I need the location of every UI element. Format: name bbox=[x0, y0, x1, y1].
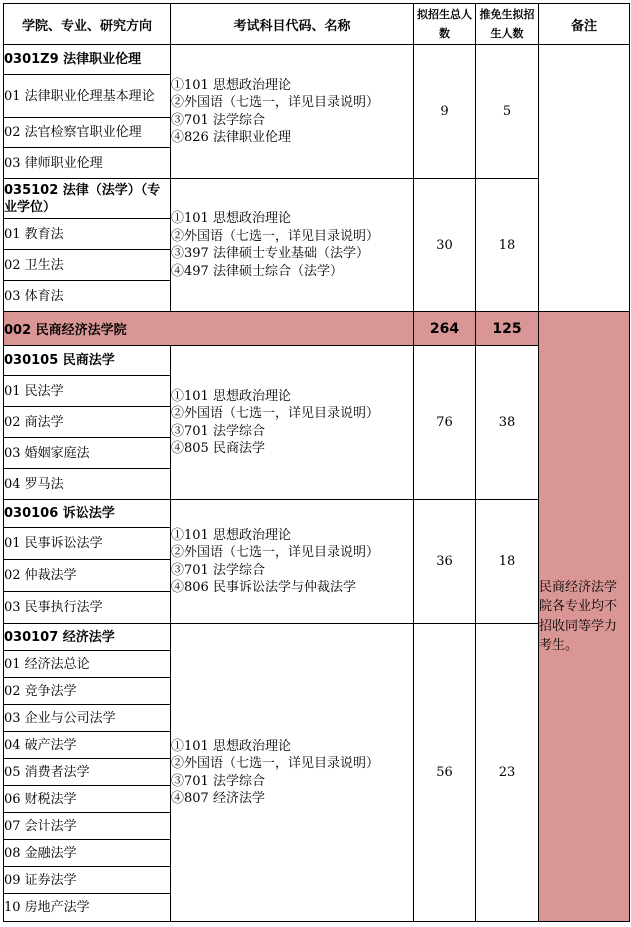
major-title: 035102 法律（法学）（专业学位） bbox=[4, 179, 171, 219]
major-row bbox=[4, 179, 630, 219]
major-row bbox=[4, 45, 630, 75]
quota-cell: 56 bbox=[414, 624, 476, 922]
header-note: 备注 bbox=[539, 4, 630, 45]
direction-cell: 02 仲裁法学 bbox=[4, 560, 171, 592]
direction-cell: 06 财税法学 bbox=[4, 786, 171, 813]
header-quota: 拟招生总人数 bbox=[414, 4, 476, 45]
college-exempt: 125 bbox=[476, 312, 539, 346]
direction-cell: 01 教育法 bbox=[4, 219, 171, 250]
subjects-cell bbox=[171, 346, 414, 500]
direction-cell: 03 体育法 bbox=[4, 281, 171, 312]
direction-cell: 03 婚姻家庭法 bbox=[4, 438, 171, 469]
subject-line: ③701 法学综合 bbox=[171, 112, 265, 128]
direction-cell: 01 法律职业伦理基本理论 bbox=[4, 75, 171, 118]
direction-cell: 05 消费者法学 bbox=[4, 759, 171, 786]
direction-cell: 03 企业与公司法学 bbox=[4, 705, 171, 732]
subjects-cell bbox=[171, 45, 414, 179]
subject-line: ②外国语（七选一，详见目录说明） bbox=[171, 756, 380, 771]
direction-cell: 01 经济法总论 bbox=[4, 651, 171, 678]
subject-line: ④807 经济法学 bbox=[171, 791, 265, 806]
direction-cell: 03 民事执行法学 bbox=[4, 592, 171, 624]
subject-line: ④806 民事诉讼法学与仲裁法学 bbox=[171, 580, 356, 595]
direction-cell: 02 卫生法 bbox=[4, 250, 171, 281]
note-cell-empty bbox=[539, 45, 630, 312]
subjects-cell bbox=[171, 500, 414, 624]
major-title: 030106 诉讼法学 bbox=[4, 500, 171, 528]
subject-line: ④497 法律硕士综合（法学） bbox=[171, 263, 343, 279]
subject-line: ③397 法律硕士专业基础（法学） bbox=[171, 246, 369, 261]
subject-line: ③701 法学综合 bbox=[171, 562, 265, 578]
exempt-cell: 18 bbox=[476, 179, 539, 312]
subject-line: ④826 法律职业伦理 bbox=[171, 130, 291, 145]
college-quota: 264 bbox=[414, 312, 476, 346]
college-note: 民商经济法学院各专业均不招收同等学力考生。 bbox=[539, 312, 630, 922]
major-row bbox=[4, 624, 630, 651]
subject-line: ③701 法学综合 bbox=[171, 773, 265, 789]
quota-cell: 36 bbox=[414, 500, 476, 624]
major-title: 030107 经济法学 bbox=[4, 624, 171, 651]
header-major: 学院、专业、研究方向 bbox=[4, 4, 171, 45]
college-name: 002 民商经济法学院 bbox=[4, 312, 414, 346]
major-title: 030105 民商法学 bbox=[4, 346, 171, 376]
direction-cell: 04 罗马法 bbox=[4, 469, 171, 500]
direction-cell: 07 会计法学 bbox=[4, 813, 171, 840]
major-row bbox=[4, 346, 630, 376]
direction-cell: 08 金融法学 bbox=[4, 840, 171, 867]
subject-line: ②外国语（七选一，详见目录说明） bbox=[171, 545, 380, 560]
header-exempt: 推免生拟招生人数 bbox=[476, 4, 539, 45]
direction-cell: 04 破产法学 bbox=[4, 732, 171, 759]
subject-line: ②外国语（七选一，详见目录说明） bbox=[171, 406, 380, 421]
subject-line: ②外国语（七选一，详见目录说明） bbox=[171, 95, 380, 110]
subjects-cell bbox=[171, 179, 414, 312]
subject-line: ①101 思想政治理论 bbox=[171, 388, 291, 404]
subject-line: ③701 法学综合 bbox=[171, 423, 265, 439]
exempt-cell: 38 bbox=[476, 346, 539, 500]
subjects-cell bbox=[171, 624, 414, 922]
subject-line: ①101 思想政治理论 bbox=[171, 527, 291, 543]
major-title: 0301Z9 法律职业伦理 bbox=[4, 45, 171, 75]
direction-cell: 02 商法学 bbox=[4, 407, 171, 438]
direction-cell: 09 证券法学 bbox=[4, 867, 171, 894]
major-row bbox=[4, 500, 630, 528]
header-subjects: 考试科目代码、名称 bbox=[171, 4, 414, 45]
quota-cell: 76 bbox=[414, 346, 476, 500]
direction-cell: 10 房地产法学 bbox=[4, 894, 171, 922]
exempt-cell: 18 bbox=[476, 500, 539, 624]
header-row bbox=[4, 4, 630, 45]
quota-cell: 9 bbox=[414, 45, 476, 179]
subject-line: ①101 思想政治理论 bbox=[171, 738, 291, 754]
college-row bbox=[4, 312, 630, 346]
quota-cell: 30 bbox=[414, 179, 476, 312]
catalog-table bbox=[3, 3, 630, 922]
subject-line: ①101 思想政治理论 bbox=[171, 77, 291, 93]
exempt-cell: 23 bbox=[476, 624, 539, 922]
direction-cell: 02 法官检察官职业伦理 bbox=[4, 118, 171, 148]
direction-cell: 01 民事诉讼法学 bbox=[4, 528, 171, 560]
direction-cell: 01 民法学 bbox=[4, 376, 171, 407]
subject-line: ④805 民商法学 bbox=[171, 441, 265, 456]
subject-line: ①101 思想政治理论 bbox=[171, 211, 291, 226]
direction-cell: 03 律师职业伦理 bbox=[4, 148, 171, 179]
exempt-cell: 5 bbox=[476, 45, 539, 179]
subject-line: ②外国语（七选一，详见目录说明） bbox=[171, 228, 380, 244]
direction-cell: 02 竞争法学 bbox=[4, 678, 171, 705]
